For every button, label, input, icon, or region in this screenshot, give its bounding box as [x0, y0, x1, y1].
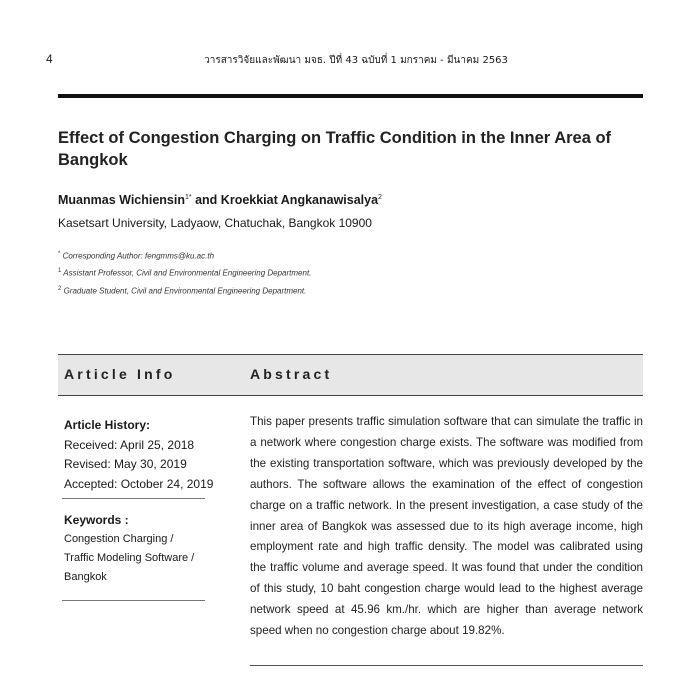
received-date: Received: April 25, 2018 [64, 437, 195, 452]
footnote-text: Assistant Professor, Civil and Environmental Engineering Department. [61, 268, 312, 278]
footnote-mark: 2 [58, 286, 62, 292]
footnote-text: Corresponding Author: fengmms@ku.ac.th [60, 251, 215, 261]
info-divider [62, 498, 205, 499]
article-info-heading: Article Info [64, 366, 176, 382]
author-2-mark: 2 [378, 193, 382, 201]
info-divider [62, 600, 205, 601]
footnote-text: Graduate Student, Civil and Environmental Engineering Department. [61, 286, 307, 296]
author-line [58, 193, 382, 207]
accepted-date: Accepted: October 24, 2019 [64, 476, 214, 491]
keyword-line: Bangkok [64, 571, 107, 583]
footnote-mark: 1 [58, 268, 62, 274]
abstract-heading: Abstract [250, 366, 333, 382]
footnote-author-2 [58, 286, 306, 296]
page-number: 4 [46, 52, 53, 66]
journal-running-header: วารสารวิจัยและพัฒนา มจธ. ปีที่ 43 ฉบับที่ 1 มกราคม - มีนาคม 2563 [204, 55, 508, 66]
revised-date: Revised: May 30, 2019 [64, 457, 187, 471]
article-history [64, 416, 213, 494]
keywords [64, 511, 194, 587]
footnote-corresponding [58, 251, 214, 261]
author-conjunction: and [191, 193, 221, 207]
header-rule [58, 94, 643, 98]
keywords-label: Keywords : [64, 513, 129, 527]
author-1-mark: 1* [185, 193, 192, 201]
footnote-author-1 [58, 268, 311, 278]
footnote-mark: * [58, 251, 61, 257]
article-history-label: Article History: [64, 418, 151, 432]
abstract-body: This paper presents traffic simulation software that can simulate the traffic in a network where congestion charge exists. The software was modified from the existing transportation software, which was previously developed by the authors. The software allows the examination of the effect of congestion charge on a traffic network. In the present investigation, a case study of the inner area of Bangkok was assessed due to its high average income, high employment rate and high traffic density. The model was calibrated using the traffic volume and average speed. It was found that under the condition of this study, 10 baht congestion charge would lead to the highest average network speed at 45.96 km./hr. which are higher than average network speed when no congestion charge about 19.82%. [250, 415, 643, 638]
keyword-line: Traffic Modeling Software / [64, 552, 195, 564]
abstract-bottom-rule [250, 665, 643, 666]
affiliation: Kasetsart University, Ladyaow, Chatuchak, Bangkok 10900 [58, 216, 372, 230]
keyword-line: Congestion Charging / [64, 533, 174, 545]
author-1-name: Muanmas Wichiensin [58, 193, 185, 207]
article-title: Effect of Congestion Charging on Traffic Condition in the Inner Area of Bangkok [58, 129, 612, 169]
author-2-name: Kroekkiat Angkanawisalya [220, 193, 379, 207]
